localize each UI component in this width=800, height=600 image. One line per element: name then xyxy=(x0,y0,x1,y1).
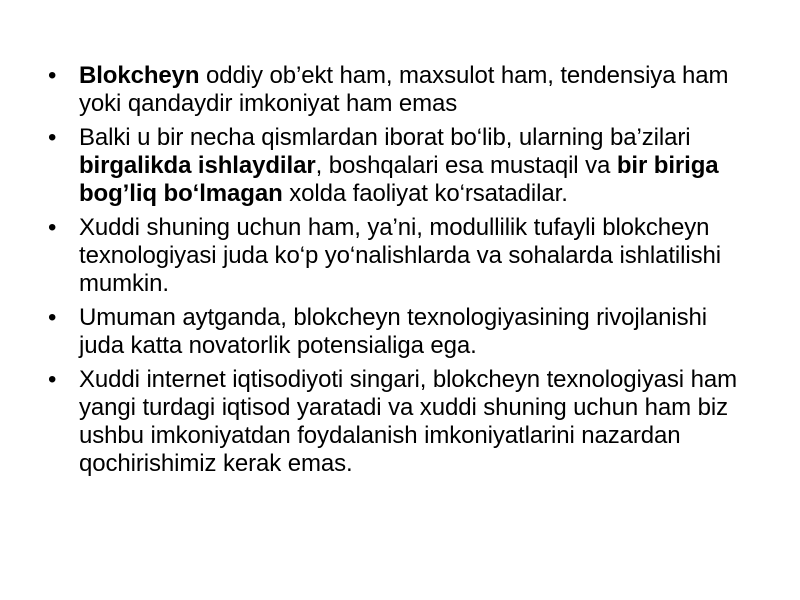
bold-term: birgalikda ishlaydilar xyxy=(79,152,316,179)
bullet-dot-icon: • xyxy=(48,214,57,241)
bullet-text: Balki u bir necha qismlardan iborat bo‘lib, ularning ba’zilari xyxy=(79,124,691,151)
bullet-item-4 xyxy=(48,304,748,360)
bold-term: bir biriga bog’liq bo‘lmagan xyxy=(79,152,719,207)
bullet-dot-icon: • xyxy=(48,124,57,151)
bullet-list xyxy=(48,62,748,484)
bullet-dot-icon: • xyxy=(48,304,57,331)
bold-term: Blokcheyn xyxy=(79,62,200,89)
bullet-item-1 xyxy=(48,62,748,118)
bullet-item-2 xyxy=(48,124,748,208)
bullet-text: Xuddi shuning uchun ham, ya’ni, modullilik tufayli blokcheyn texnologiyasi juda ko‘p yo‘nalishlarda va sohalarda ishlatilishi mumkin. xyxy=(79,214,721,297)
bullet-dot-icon: • xyxy=(48,62,57,89)
bullet-item-5 xyxy=(48,366,748,478)
bullet-dot-icon: • xyxy=(48,366,57,393)
bullet-text: Xuddi internet iqtisodiyoti singari, blokcheyn texnologiyasi ham yangi turdagi iqtisod yaratadi va xuddi shuning uchun ham biz ushbu imkoniyatdan foydalanish imkoniyatlarini nazardan qochirishimiz kerak emas. xyxy=(79,366,737,477)
bullet-text: xolda faoliyat ko‘rsatadilar. xyxy=(282,180,568,207)
bullet-text: oddiy ob’ekt ham, maxsulot ham, tendensiya ham yoki qandaydir imkoniyat ham emas xyxy=(79,62,729,117)
bullet-text: Umuman aytganda, blokcheyn texnologiyasining rivojlanishi juda katta novatorlik potensialiga ega. xyxy=(79,304,707,359)
bullet-text: , boshqalari esa mustaqil va xyxy=(315,152,617,179)
bullet-item-3 xyxy=(48,214,748,298)
